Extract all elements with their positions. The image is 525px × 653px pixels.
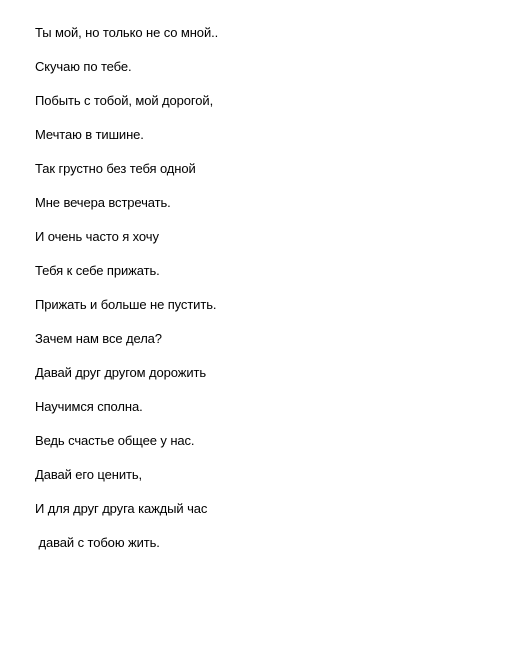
poem-line: Ты мой, но только не со мной..	[35, 25, 219, 40]
poem-line: И для друг друга каждый час	[35, 501, 208, 516]
poem-line: Научимся сполна.	[35, 399, 143, 414]
poem-line: Скучаю по тебе.	[35, 59, 132, 74]
poem-line: И очень часто я хочу	[35, 229, 159, 244]
poem-line: Тебя к себе прижать.	[35, 263, 160, 278]
poem-line: Мне вечера встречать.	[35, 195, 171, 210]
poem-line: Давай его ценить,	[35, 467, 143, 482]
poem-line: Давай друг другом дорожить	[35, 365, 207, 380]
poem-line: Ведь счастье общее у нас.	[35, 433, 195, 448]
poem-line: Побыть с тобой, мой дорогой,	[35, 93, 214, 108]
poem-line: Так грустно без тебя одной	[35, 161, 196, 176]
poem-line: Зачем нам все дела?	[35, 331, 162, 346]
poem-text	[35, 23, 218, 567]
poem-line: давай с тобою жить.	[35, 535, 160, 550]
poem-line: Прижать и больше не пустить.	[35, 297, 217, 312]
poem-line: Мечтаю в тишине.	[35, 127, 144, 142]
